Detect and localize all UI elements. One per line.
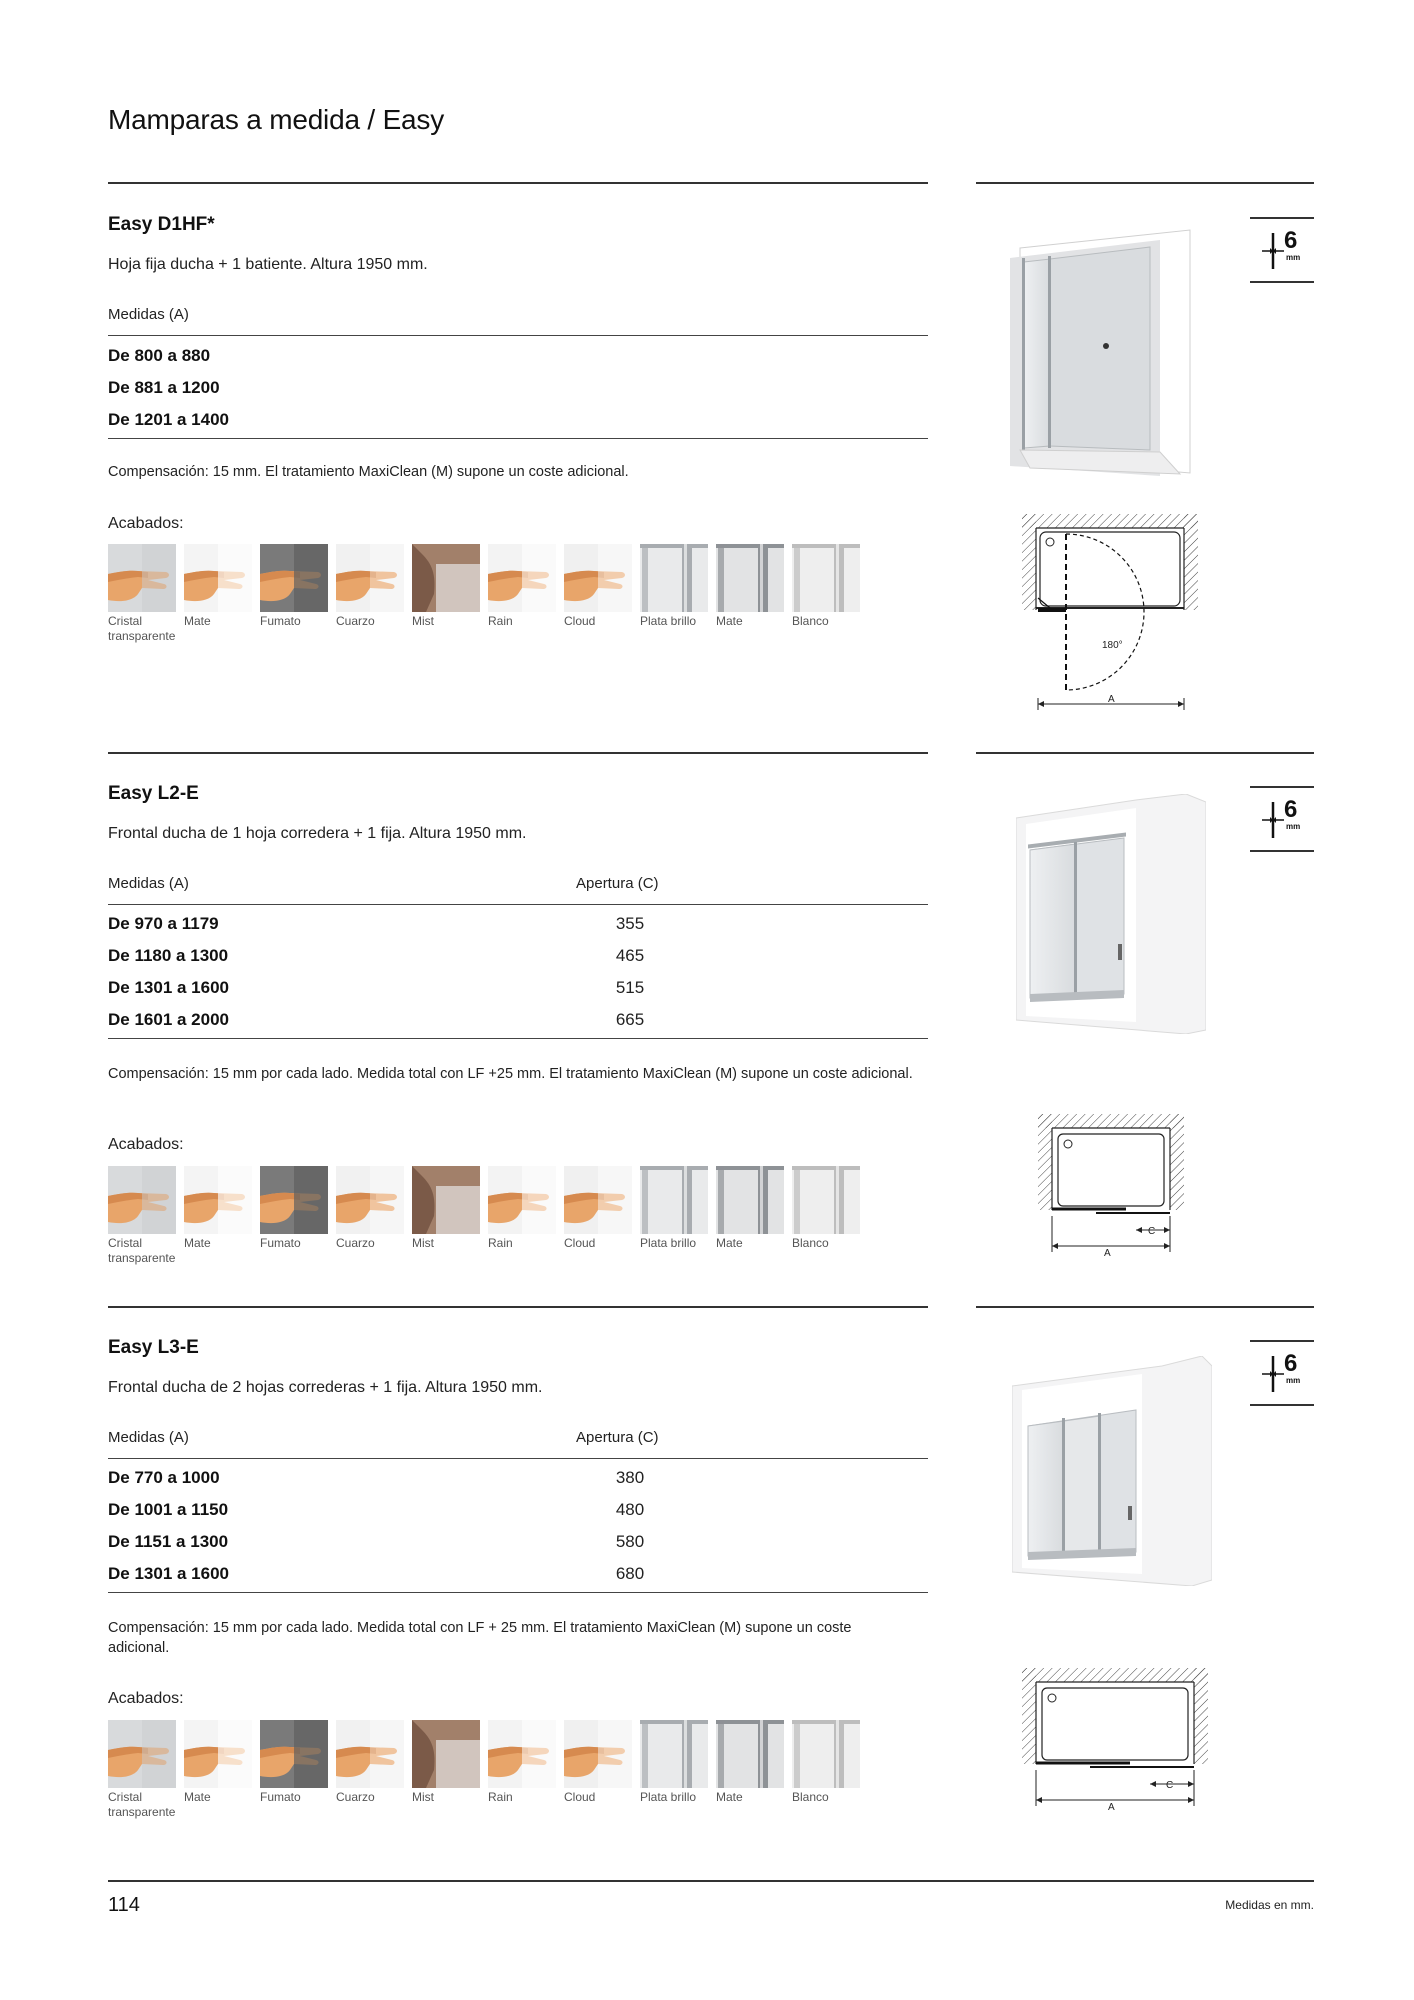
measure-range: De 770 a 1000 xyxy=(108,1468,220,1487)
finish-swatch-label: Mate xyxy=(716,614,743,628)
measure-range: De 970 a 1179 xyxy=(108,914,219,933)
measures-table-header xyxy=(108,306,928,336)
thickness-arrows-icon xyxy=(1262,1354,1284,1394)
plan-a-label: A xyxy=(1104,1248,1111,1259)
section-divider-right xyxy=(976,182,1314,184)
measure-range: De 1301 a 1600 xyxy=(108,1564,229,1583)
finish-swatch-label: Plata brillo xyxy=(640,1790,697,1804)
thickness-unit: mm xyxy=(1286,253,1301,262)
section-divider-right xyxy=(976,1306,1314,1308)
finish-swatch-image xyxy=(640,1720,708,1788)
plan-a-label: A xyxy=(1108,1802,1115,1813)
thickness-unit: mm xyxy=(1286,1376,1301,1385)
finishes-title: Acabados: xyxy=(108,1690,184,1707)
measures-table-header xyxy=(108,1429,928,1459)
finish-swatch xyxy=(184,1720,260,1805)
section-divider xyxy=(108,752,928,754)
finish-swatch-label: Fumato xyxy=(260,614,301,628)
finish-swatch-image xyxy=(792,1720,860,1788)
page-number: 114 xyxy=(108,1894,140,1916)
table-row xyxy=(108,1560,928,1592)
column-measures: Medidas (A) xyxy=(108,306,189,323)
product-description: Hoja fija ducha + 1 batiente. Altura 1950 mm. xyxy=(108,256,428,273)
finish-swatch-label: Mist xyxy=(412,1236,434,1250)
thickness-arrows-icon xyxy=(1262,800,1284,840)
finish-swatch-label: Fumato xyxy=(260,1236,301,1250)
product-name: Easy L2-E xyxy=(108,783,199,804)
finish-swatch-label: Mate xyxy=(184,1790,211,1804)
measures-table-header xyxy=(108,875,928,905)
opening-value: 515 xyxy=(615,978,645,997)
product-photo-l3e xyxy=(1012,1356,1212,1586)
column-opening: Apertura (C) xyxy=(576,875,659,892)
table-row xyxy=(108,342,928,374)
page-title: Mamparas a medida / Easy xyxy=(108,104,445,135)
finish-swatch-image xyxy=(488,1720,556,1788)
finish-swatch xyxy=(412,1720,488,1805)
product-section-l2e xyxy=(0,572,1414,1265)
finish-swatch xyxy=(488,1720,564,1805)
thickness-value: 6 xyxy=(1284,1350,1298,1377)
compensation-note: Compensación: 15 mm. El tratamiento MaxiClean (M) supone un coste adicional. xyxy=(108,464,629,480)
finish-swatch-label: Cristal transparente xyxy=(108,1790,176,1819)
opening-value: 465 xyxy=(615,946,645,965)
product-description: Frontal ducha de 1 hoja corredera + 1 fija. Altura 1950 mm. xyxy=(108,825,527,842)
glass-thickness-badge xyxy=(1250,217,1314,283)
table-row xyxy=(108,1006,928,1038)
product-description: Frontal ducha de 2 hojas correderas + 1 fija. Altura 1950 mm. xyxy=(108,1379,543,1396)
glass-thickness-badge xyxy=(1250,786,1314,852)
finish-swatch-label: Cloud xyxy=(564,614,596,628)
finish-swatch xyxy=(108,1720,184,1820)
opening-value: 680 xyxy=(615,1564,645,1583)
table-row xyxy=(108,1464,928,1496)
finish-swatch-label: Blanco xyxy=(792,614,829,628)
opening-value: 355 xyxy=(615,914,645,933)
opening-value: 580 xyxy=(615,1532,645,1551)
table-row xyxy=(108,942,928,974)
finish-swatch-label: Mist xyxy=(412,1790,434,1804)
finish-swatch xyxy=(336,1720,412,1805)
glass-thickness-badge xyxy=(1250,1340,1314,1406)
finish-swatch-label: Cristal transparente xyxy=(108,1236,176,1265)
finish-swatch-label: Rain xyxy=(488,1236,513,1250)
measure-range: De 1180 a 1300 xyxy=(108,946,229,965)
compensation-note: Compensación: 15 mm por cada lado. Medida total con LF +25 mm. El tratamiento MaxiClean (M) supone un coste adicional. xyxy=(108,1066,913,1082)
finish-swatch-label: Plata brillo xyxy=(640,1236,697,1250)
plan-a-label: A xyxy=(1108,694,1115,705)
table-row xyxy=(108,1496,928,1528)
table-row xyxy=(108,974,928,1006)
finish-swatch-image xyxy=(260,1720,328,1788)
section-divider-right xyxy=(976,752,1314,754)
finish-swatch-image xyxy=(716,1720,784,1788)
finish-swatch-image xyxy=(564,1720,632,1788)
finish-swatch-label: Cuarzo xyxy=(336,1236,375,1250)
column-opening: Apertura (C) xyxy=(576,1429,659,1446)
finish-swatch xyxy=(792,1720,868,1805)
table-row xyxy=(108,406,928,438)
opening-value: 480 xyxy=(615,1500,645,1519)
finish-swatch-label: Cuarzo xyxy=(336,1790,375,1804)
finish-swatch-label: Cuarzo xyxy=(336,614,375,628)
thickness-value: 6 xyxy=(1284,796,1298,823)
units-note: Medidas en mm. xyxy=(1225,1898,1314,1912)
finish-swatch-label: Mate xyxy=(716,1790,743,1804)
measure-range: De 1201 a 1400 xyxy=(108,410,229,429)
opening-value: 665 xyxy=(615,1010,645,1029)
finish-swatch-label: Blanco xyxy=(792,1790,829,1804)
finish-swatch xyxy=(260,1720,336,1805)
finish-swatch xyxy=(716,1720,792,1805)
measure-range: De 881 a 1200 xyxy=(108,378,220,397)
table-row xyxy=(108,374,928,406)
footer-divider xyxy=(108,1880,1314,1882)
plan-diagram-l3e xyxy=(1020,1666,1210,1816)
finish-swatch-label: Fumato xyxy=(260,1790,301,1804)
column-measures: Medidas (A) xyxy=(108,1429,189,1446)
section-divider xyxy=(108,1306,928,1308)
finish-swatch-label: Rain xyxy=(488,614,513,628)
finish-swatch-label: Mist xyxy=(412,614,434,628)
measures-table xyxy=(108,342,928,439)
measure-range: De 1151 a 1300 xyxy=(108,1532,229,1551)
plan-c-label: C xyxy=(1166,1780,1174,1791)
finish-swatch-image xyxy=(412,1720,480,1788)
compensation-note: Compensación: 15 mm por cada lado. Medida total con LF + 25 mm. El tratamiento MaxiClean (M) supone un coste adicional. xyxy=(108,1620,852,1656)
finish-swatch-label: Plata brillo xyxy=(640,614,697,628)
plan-c-label: C xyxy=(1148,1226,1156,1237)
product-photo-d1hf xyxy=(1010,228,1200,478)
finish-swatch-image xyxy=(336,1720,404,1788)
product-section-l3e xyxy=(0,1126,1414,1819)
finish-swatch xyxy=(640,1720,716,1805)
measure-range: De 1001 a 1150 xyxy=(108,1500,229,1519)
finish-swatch-label: Rain xyxy=(488,1790,513,1804)
finish-swatch-label: Mate xyxy=(184,614,211,628)
thickness-value: 6 xyxy=(1284,227,1298,254)
finish-swatch-image xyxy=(184,1720,252,1788)
finish-swatch-label: Mate xyxy=(184,1236,211,1250)
measure-range: De 1301 a 1600 xyxy=(108,978,229,997)
finish-swatch-label: Cristal transparente xyxy=(108,614,176,643)
finish-swatches xyxy=(108,1720,888,1830)
table-row xyxy=(108,910,928,942)
finish-swatch-label: Cloud xyxy=(564,1236,596,1250)
product-name: Easy D1HF* xyxy=(108,214,215,235)
finish-swatch-label: Mate xyxy=(716,1236,743,1250)
table-row xyxy=(108,1528,928,1560)
finish-swatch-image xyxy=(108,1720,176,1788)
measure-range: De 800 a 880 xyxy=(108,346,211,365)
finish-swatch-label: Cloud xyxy=(564,1790,596,1804)
opening-value: 380 xyxy=(615,1468,645,1487)
finishes-title: Acabados: xyxy=(108,515,184,532)
product-photo-l2e xyxy=(1016,794,1206,1034)
plan-angle-label: 180° xyxy=(1102,640,1123,651)
measures-table xyxy=(108,1464,928,1593)
product-name: Easy L3-E xyxy=(108,1337,199,1358)
column-measures: Medidas (A) xyxy=(108,875,189,892)
measures-table xyxy=(108,910,928,1039)
product-section-d1hf xyxy=(0,0,1414,705)
finish-swatch-label: Blanco xyxy=(792,1236,829,1250)
finish-swatch xyxy=(564,1720,640,1805)
thickness-arrows-icon xyxy=(1262,231,1284,271)
measure-range: De 1601 a 2000 xyxy=(108,1010,229,1029)
section-divider xyxy=(108,182,928,184)
thickness-unit: mm xyxy=(1286,822,1301,831)
finishes-title: Acabados: xyxy=(108,1136,184,1153)
